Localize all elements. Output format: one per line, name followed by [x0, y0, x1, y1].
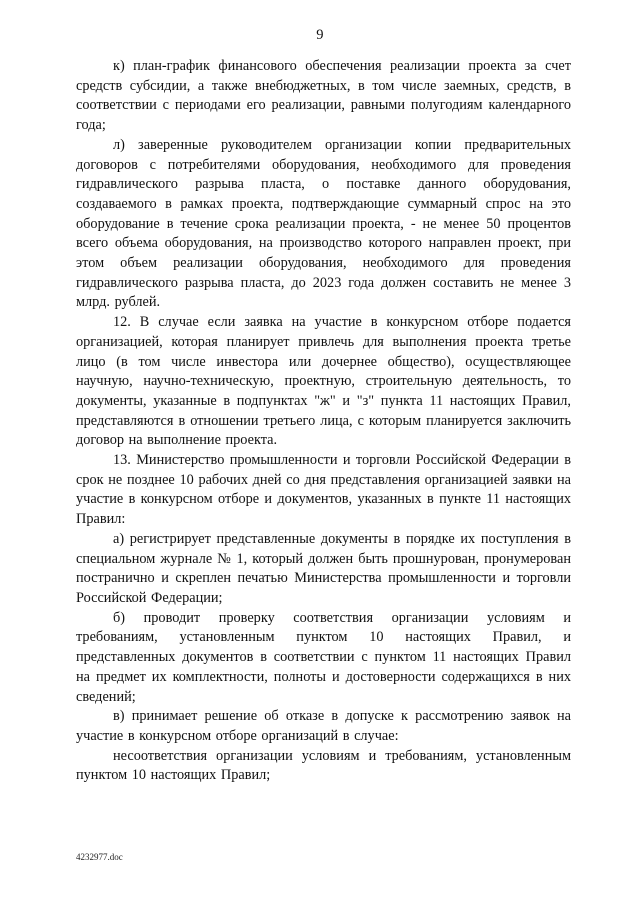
paragraph-13a: а) регистрирует представленные документы в порядке их поступления в специальном журнале № 1, который должен быть прошнурован, пронумерован постранично и скреплен печатью Министерства промышленности и торговли Российской Федерации;: [76, 530, 571, 606]
paragraph-13: 13. Министерство промышленности и торговли Российской Федерации в срок не позднее 10 рабочих дней со дня представления организацией заявки на участие в конкурсном отборе и документов, указанных в пункте 11 настоящих Правил:: [76, 452, 571, 528]
paragraph-12: 12. В случае если заявка на участие в конкурсном отборе подается организацией, которая планирует привлечь для выполнения проекта третье лицо (в том числе инвестора или дочернее общество), осуществляющее научную, научно-техническую, проектную, строительную деятельность, то документы, указанные в подпунктах "ж" и "з" пункта 11 настоящих Правил, представляются в отношении третьего лица, с которым планируется заключить договор на выполнение проекта.: [76, 314, 571, 449]
paragraph-k: к) план-график финансового обеспечения реализации проекта за счет средств субсидии, а также внебюджетных, в том числе заемных, средств, в соответствии с периодами его реализации, равными полугодиям календарного года;: [76, 58, 571, 134]
paragraph-l: л) заверенные руководителем организации копии предварительных договоров с потребителями оборудования, необходимого для проведения гидравлического разрыва пласта, о поставке данного оборудования, создаваемого в рамках проекта, подтверждающие суммарный спрос на это оборудование в течение срока реализации проекта, - не менее 50 процентов всего объема оборудования, на производство которого направлен проект, при этом объем реализации оборудования, необходимого для проведения гидравлического разрыва пласта, до 2023 года должен составить не менее 3 млрд. рублей.: [76, 136, 571, 311]
footer-filename: 4232977.doc: [76, 852, 123, 862]
page-number: 9: [316, 27, 324, 43]
paragraph-13b: б) проводит проверку соответствия организации условиям и требованиям, установленным пунктом 10 настоящих Правил, и представленных документов в соответствии с пунктом 11 настоящих Правил на предмет их комплектности, полноты и достоверности содержащихся в них сведений;: [76, 609, 571, 705]
paragraph-13v: в) принимает решение об отказе в допуске к рассмотрению заявок на участие в конкурсном отборе организаций в случае:: [76, 708, 571, 744]
document-body: [76, 57, 571, 786]
paragraph-nonconformity: несоответствия организации условиям и требованиям, установленным пунктом 10 настоящих Правил;: [76, 747, 571, 784]
